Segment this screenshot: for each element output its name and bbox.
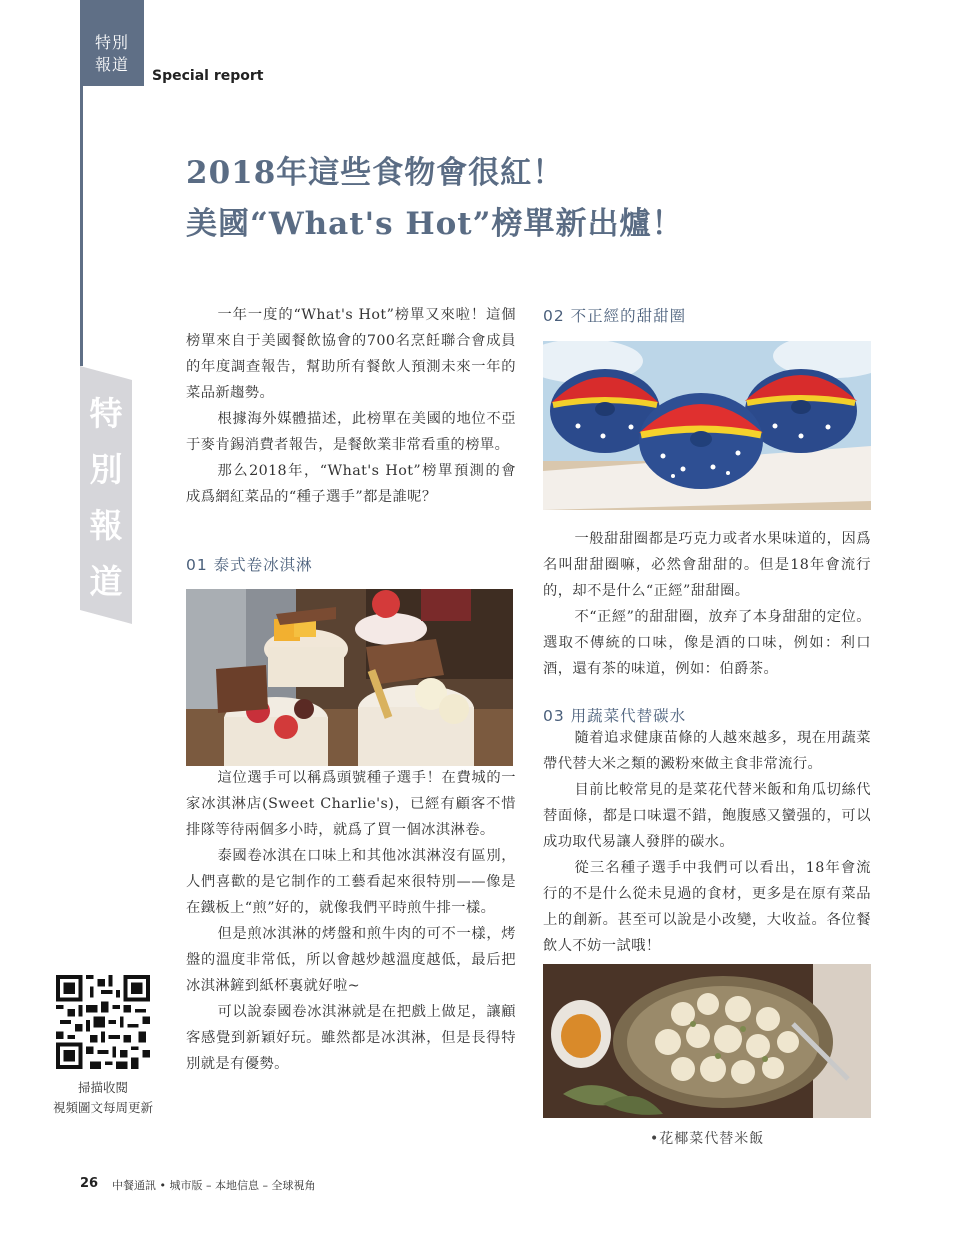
qr-code-icon: [56, 975, 150, 1069]
cauliflower-rice-photo: [543, 964, 871, 1118]
intro-text: [186, 302, 516, 510]
section-heading-vegetables: 03 用蔬菜代替碳水: [543, 707, 687, 725]
section1-text: [186, 765, 516, 1077]
intro-paragraph: 一年一度的“What's Hot”榜單又來啦！這個榜單來自于美國餐飲協會的700名烹飪聯合會成員的年度調查報告，幫助所有餐飲人預測未來一年的菜品新趨勢。: [186, 307, 516, 401]
section3-paragraph: 目前比較常見的是菜花代替米飯和角瓜切絲代替面條，都是口味還不錯，飽腹感又蠻强的，可以成功取代易讓人發胖的碳水。: [543, 782, 871, 850]
intro-paragraph: 根據海外媒體描述，此榜單在美國的地位不亞于麥肯錫消費者報告，是餐飲業非常看重的榜單。: [186, 411, 516, 453]
section2-paragraph: 一般甜甜圈都是巧克力或者水果味道的，因爲名叫甜甜圈嘛，必然會甜甜的。但是18年會流行的，却不是什么“正經”甜甜圈。: [543, 531, 871, 599]
footer-publication: 中餐通訊 • 城市版 – 本地信息 – 全球視角: [112, 1179, 316, 1192]
section3-text: [543, 725, 871, 959]
side-section-tab-text: [80, 386, 132, 610]
special-report-label: Special report: [152, 68, 264, 84]
accent-rule: [80, 86, 83, 366]
section-heading-donut: 02 不正經的甜甜圈: [543, 307, 687, 325]
section3-paragraph: 從三名種子選手中我們可以看出，18年會流行的不是什么從未見過的食材，更多是在原有菜品上的創新。甚至可以說是小改變，大收益。各位餐飲人不妨一試哦！: [543, 860, 871, 954]
page-number: 26: [80, 1176, 99, 1191]
side-tab-char: 別: [89, 450, 123, 489]
section2-paragraph: 不“正經”的甜甜圈，放弃了本身甜甜的定位。選取不傳統的口味，像是酒的口味，例如：利口酒，還有茶的味道，例如：伯爵茶。: [543, 609, 871, 677]
qr-caption-line1: 掃描收閱: [77, 1080, 128, 1095]
title-line-2: 美國“What's Hot”榜單新出爐！: [186, 206, 684, 242]
rolled-ice-cream-illustration: [186, 589, 513, 766]
donut-photo: [543, 341, 871, 510]
cauliflower-caption: •花椰菜代替米飯: [650, 1131, 765, 1147]
section1-paragraph: 但是煎冰淇淋的烤盤和煎牛肉的可不一樣，烤盤的溫度非常低，所以會越炒越溫度越低，最后把冰淇淋鏟到紙杯裏就好啦~: [186, 926, 516, 994]
section3-paragraph: 隨着追求健康苗條的人越來越多，現在用蔬菜帶代替大米之類的澱粉來做主食非常流行。: [543, 730, 871, 772]
qr-caption-line2: 視頻圖文每周更新: [52, 1100, 153, 1115]
intro-paragraph: 那么2018年，“What's Hot”榜單預測的會成爲網紅菜品的“種子選手”都是誰呢？: [186, 463, 516, 505]
section1-paragraph: 這位選手可以稱爲頭號種子選手！在費城的一家冰淇淋店(Sweet Charlie's)，已經有顧客不惜排隊等待兩個多小時，就爲了買一個冰淇淋卷。: [186, 770, 516, 838]
side-tab-char: 道: [89, 562, 123, 601]
section1-paragraph: 泰國卷冰淇在口味上和其他冰淇淋沒有區別，人們喜歡的是它制作的工藝看起來很特別——像是在鐵板上“煎”好的，就像我們平時煎牛排一樣。: [186, 848, 516, 916]
qr-code[interactable]: [56, 975, 150, 1069]
wonder-donut-illustration: [543, 341, 871, 510]
article-title: [186, 148, 683, 250]
section-corner-tab: [80, 0, 144, 86]
rolled-ice-cream-photo: [186, 589, 513, 766]
corner-tab-line1: 特別: [94, 33, 129, 52]
corner-tab-line2: 報道: [94, 55, 129, 74]
section1-paragraph: 可以說泰國卷冰淇淋就是在把戲上做足，讓顧客感覺到新穎好玩。雖然都是冰淇淋，但是長得特別就是有優勢。: [186, 1004, 516, 1072]
section2-text: [543, 526, 871, 682]
qr-caption: [40, 1078, 166, 1118]
side-tab-char: 報: [89, 506, 123, 545]
cauliflower-dish-illustration: [543, 964, 871, 1118]
title-line-1: 2018年這些食物會很紅！: [186, 155, 565, 191]
side-tab-char: 特: [89, 394, 123, 433]
section-heading-ice-cream: 01 泰式卷冰淇淋: [186, 556, 313, 574]
